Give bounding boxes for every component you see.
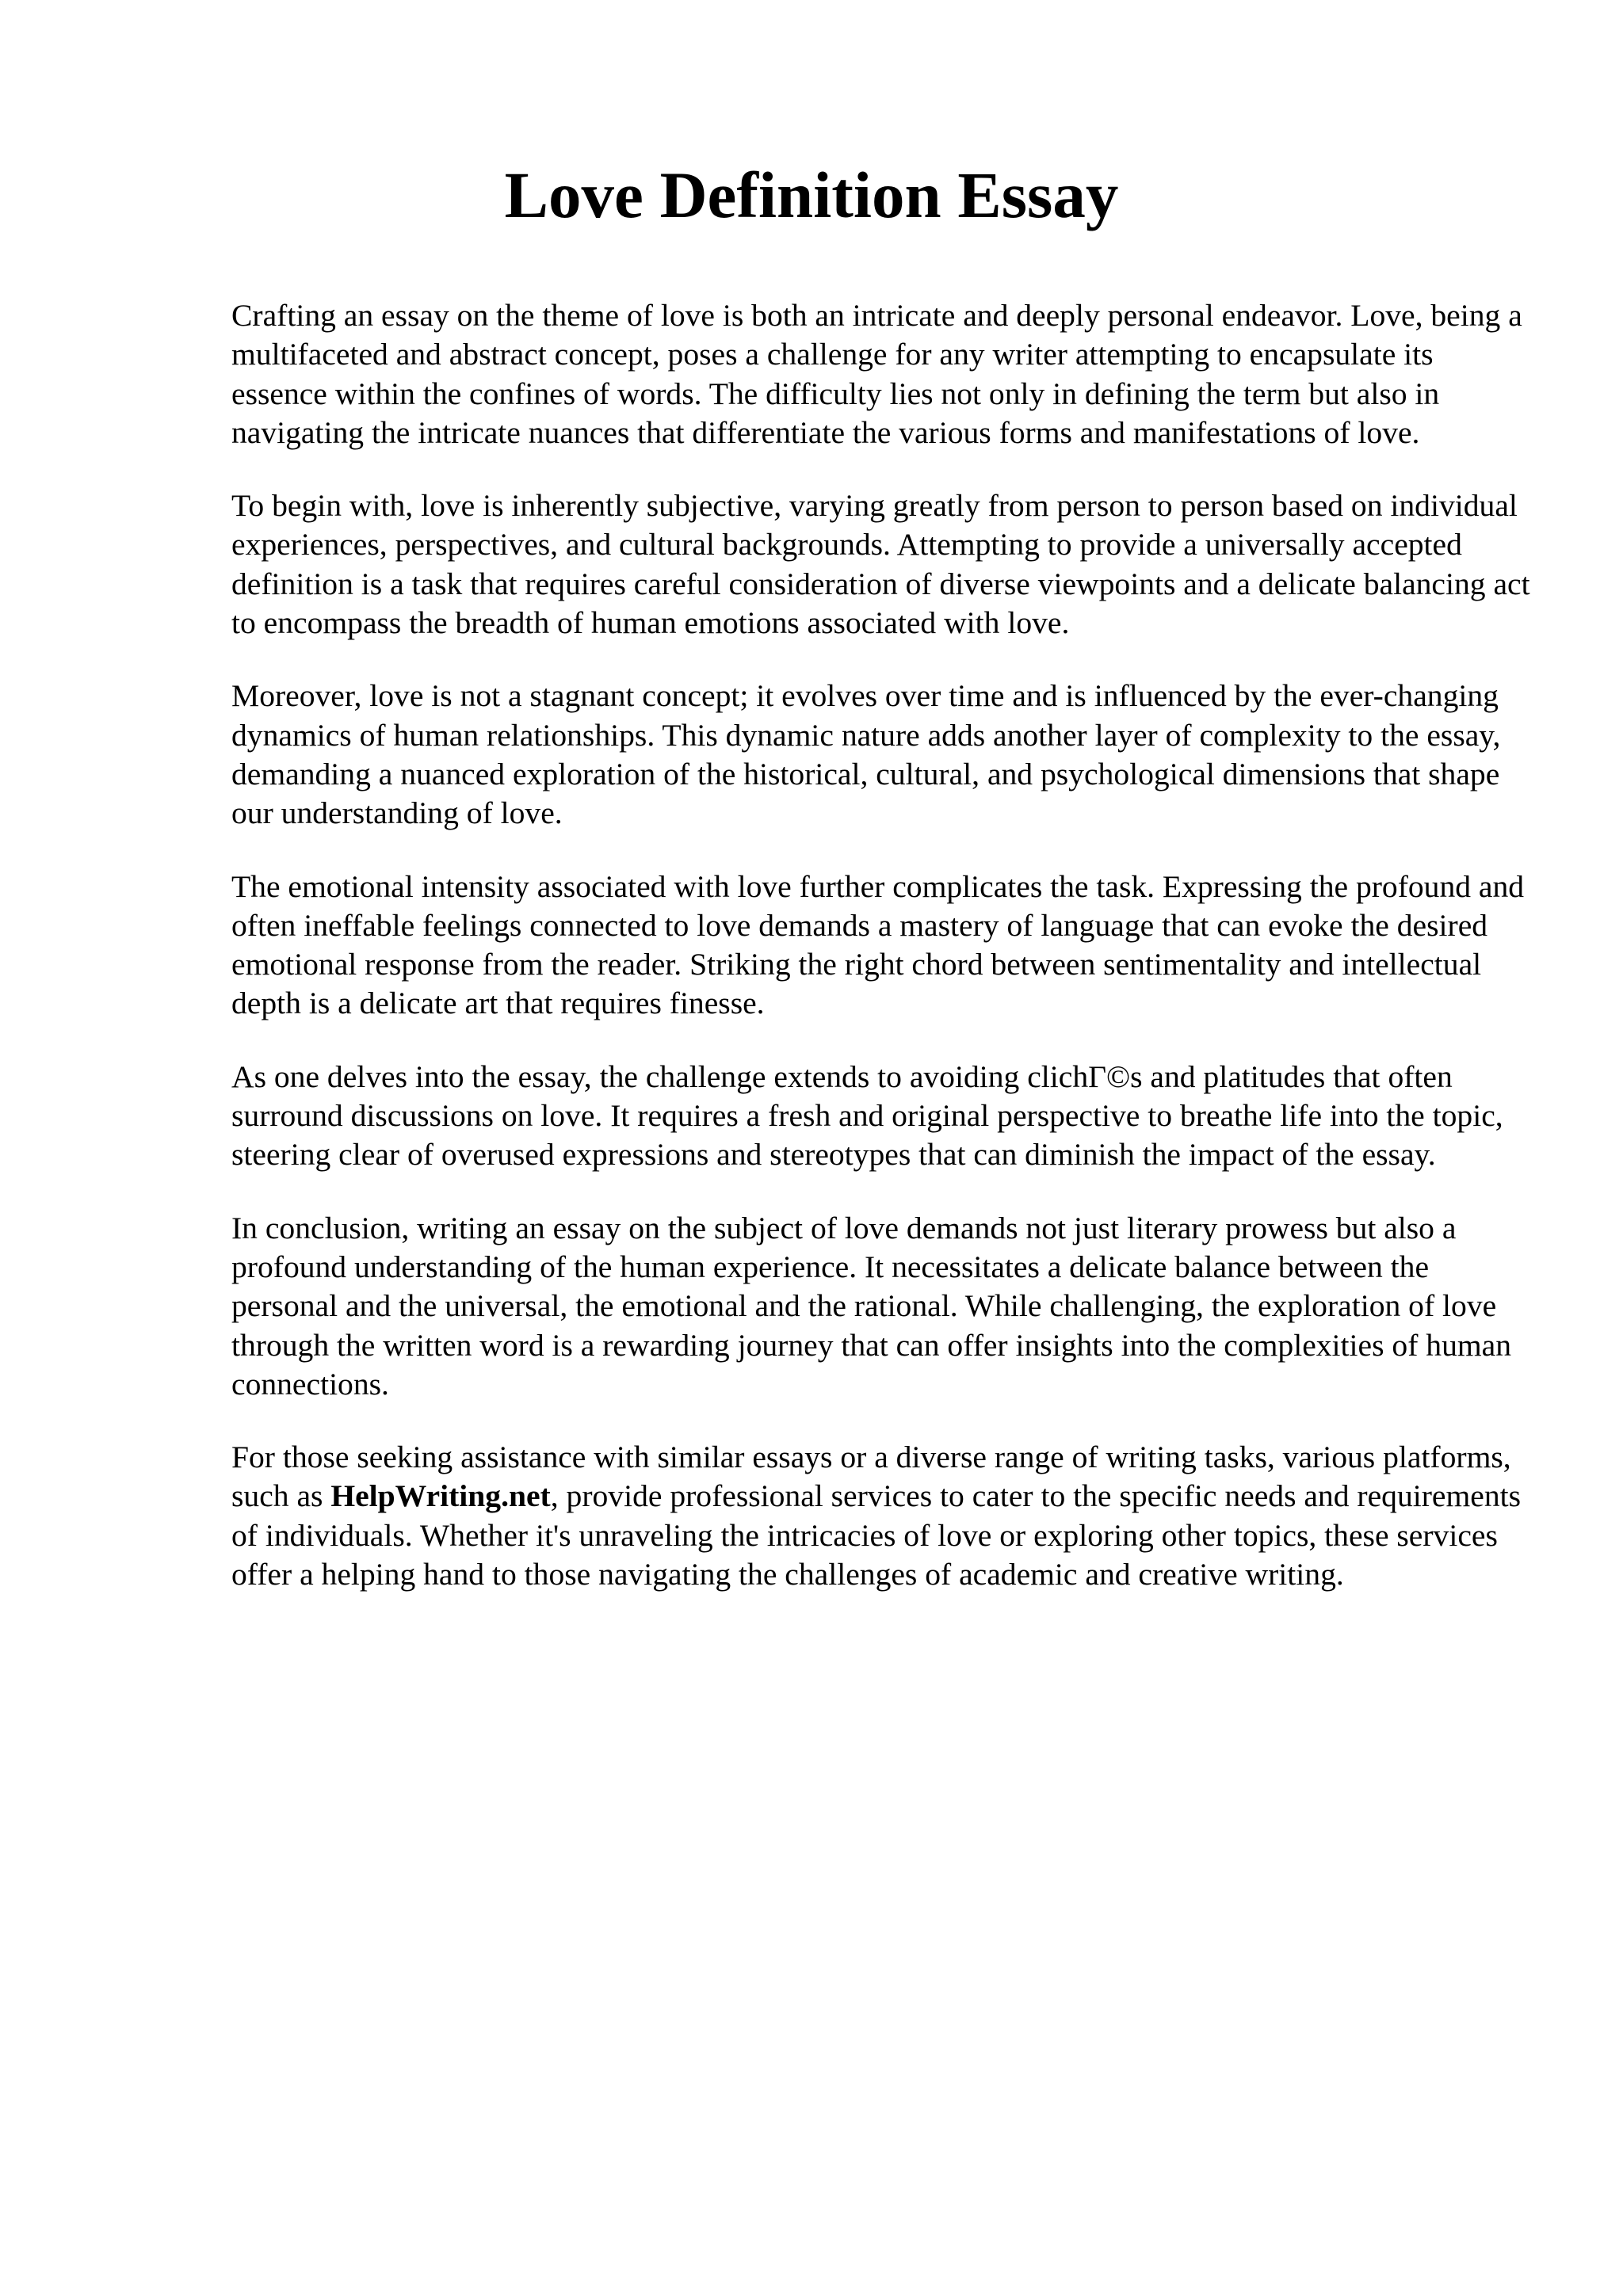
helpwriting-link[interactable]: HelpWriting.net	[330, 1478, 551, 1514]
paragraph-evolution: Moreover, love is not a stagnant concept; it evolves over time and is influenced by the ever-changing dynamics of human relationships. This dynamic nature adds another layer of complexity to the essay, demanding a nuanced exploration of the historical, cultural, and psychological dimensions that shape our understanding of love.	[231, 678, 1501, 831]
closing-text-before-link: For those seeking assistance with similar essays or a diverse range of writing tasks, various platforms, such as	[231, 1440, 1511, 1514]
paragraph-cliches: As one delves into the essay, the challenge extends to avoiding clichΓ©s and platitudes that often surround discussions on love. It requires a fresh and original perspective to breathe life into the topic, steering clear of overused expressions and stereotypes that can diminish the impact of the essay.	[231, 1058, 1503, 1173]
paragraph-conclusion: In conclusion, writing an essay on the subject of love demands not just literary prowess but also a profound understanding of the human experience. It necessitates a delicate balance between the personal and the universal, the emotional and the rational. While challenging, the exploration of love through the written word is a rewarding journey that can offer insights into the complexities of human connections.	[231, 1210, 1511, 1402]
paragraph-closing	[231, 1438, 1531, 1594]
page-title: Love Definition Essay	[504, 158, 1119, 231]
closing-text-after-link: , provide professional services to cater to the specific needs and requirements of individuals. Whether it's unraveling the intricacies of love or exploring other topics, these services offer a helping hand to those navigating the challenges of academic and creative writing.	[231, 1478, 1522, 1592]
paragraph-intro: Crafting an essay on the theme of love is both an intricate and deeply personal endeavor. Love, being a multifaceted and abstract concept, poses a challenge for any writer attempting to encapsulate its essence within the confines of words. The difficulty lies not only in defining the term but also in navigating the intricate nuances that differentiate the various forms and manifestations of love.	[231, 298, 1522, 450]
essay-body	[231, 296, 1531, 1628]
paragraph-emotional-intensity: The emotional intensity associated with love further complicates the task. Expressing the profound and often ineffable feelings connected to love demands a mastery of language that can evoke the desired emotional response from the reader. Striking the right chord between sentimentality and intellectual depth is a delicate art that requires finesse.	[231, 868, 1525, 1021]
paragraph-subjectivity: To begin with, love is inherently subjective, varying greatly from person to person based on individual experiences, perspectives, and cultural backgrounds. Attempting to provide a universally accepted definition is a task that requires careful consideration of diverse viewpoints and a delicate balancing act to encompass the breadth of human emotions associated with love.	[231, 488, 1530, 641]
